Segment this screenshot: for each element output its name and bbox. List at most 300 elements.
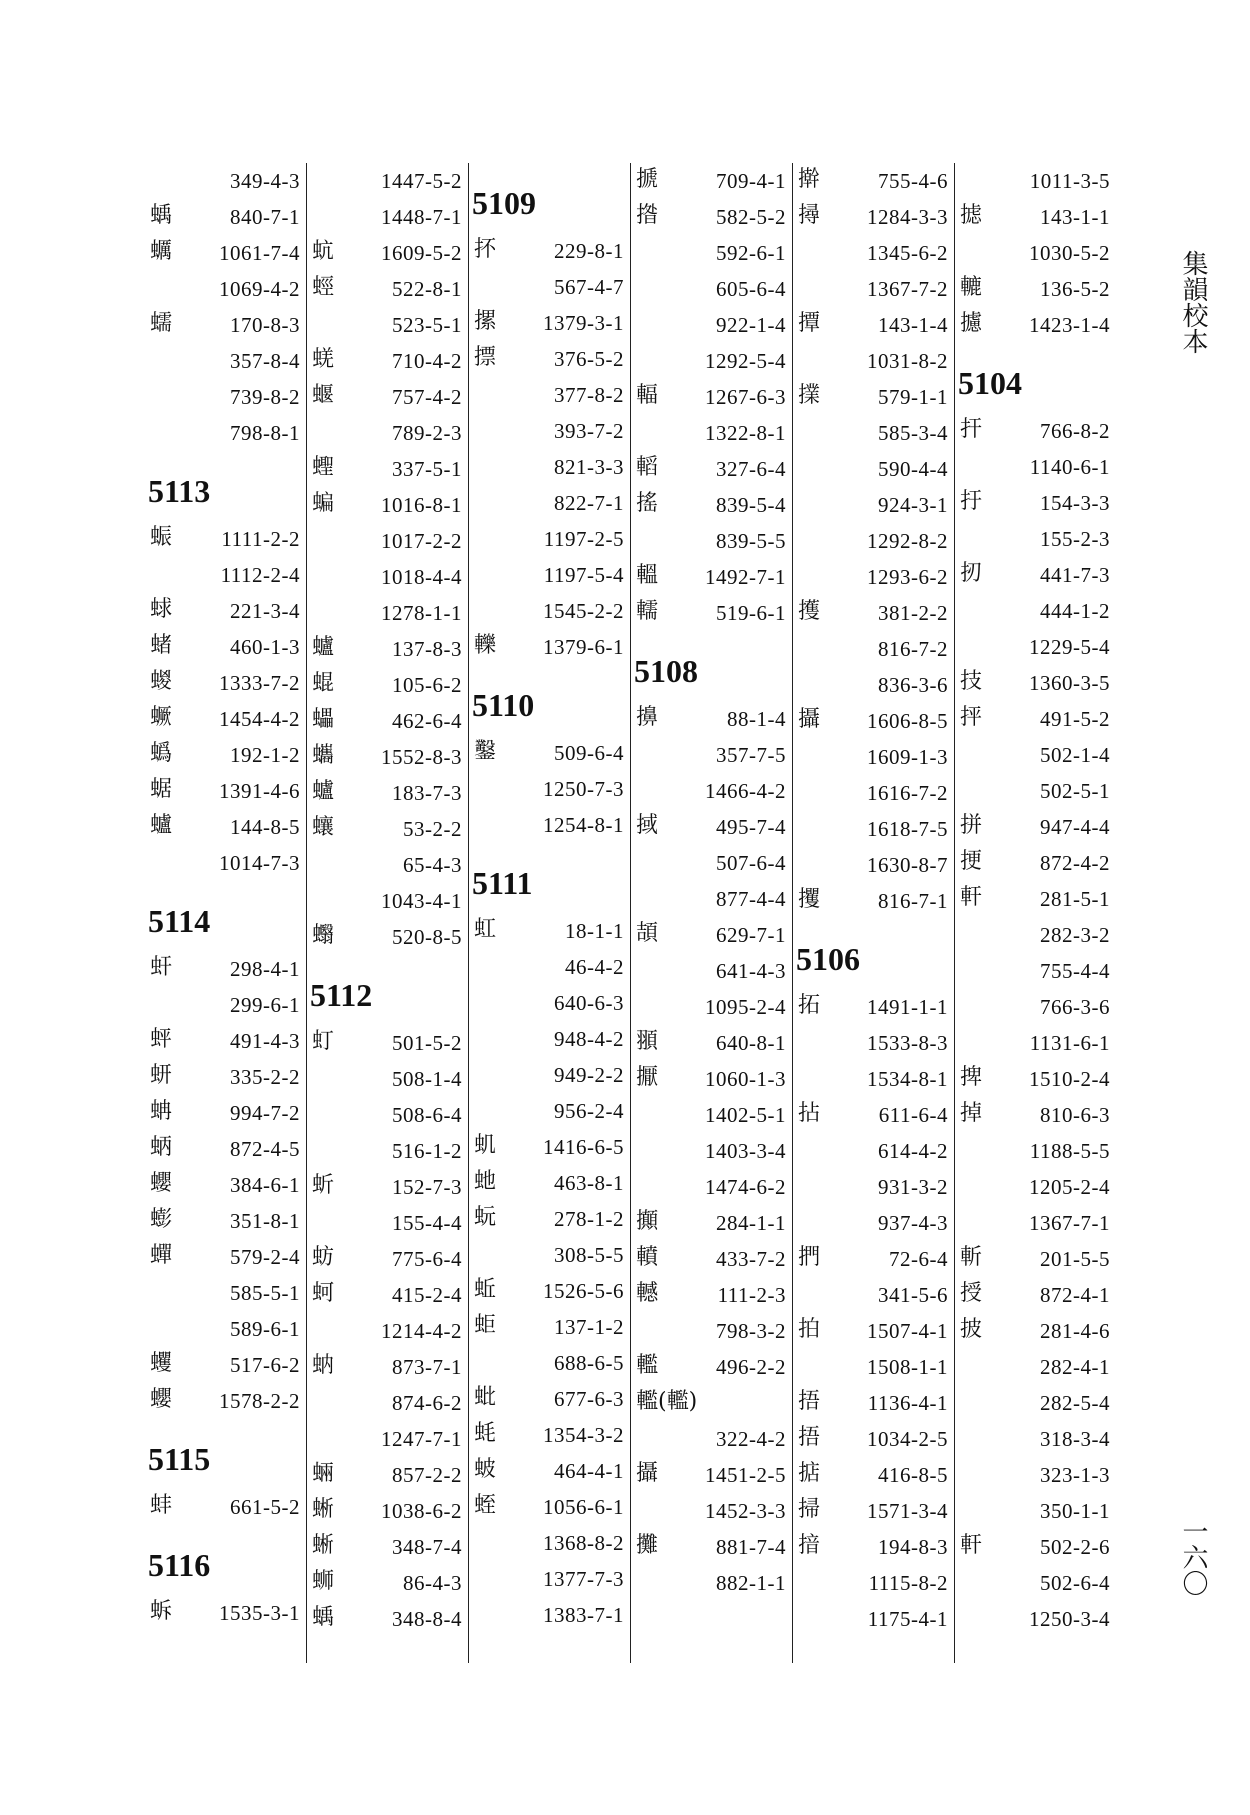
headword: 蚾 (474, 1457, 497, 1482)
page-reference: 357-8-4 (230, 349, 300, 373)
headword: 蝘 (312, 383, 335, 408)
headword: 技 (960, 669, 983, 694)
headword: 蝺 (150, 203, 173, 228)
index-column-5 (794, 163, 955, 1663)
page-reference: 299-6-1 (230, 993, 300, 1017)
page-reference: 517-6-2 (230, 1353, 300, 1377)
page-reference: 111-2-3 (717, 1283, 786, 1307)
page-reference: 522-8-1 (392, 277, 462, 301)
headword: 蟡 (150, 741, 173, 766)
index-entry (632, 1313, 792, 1349)
page-reference: 640-8-1 (716, 1031, 786, 1055)
headword: 拈 (798, 1101, 821, 1126)
index-entry (632, 415, 792, 451)
index-entry (956, 199, 1116, 235)
index-column-1 (146, 163, 307, 1663)
index-entry (308, 1493, 468, 1529)
headword: 蝺 (312, 1605, 335, 1630)
headword: 蜛 (150, 777, 173, 802)
page-reference: 766-3-6 (1040, 995, 1110, 1019)
index-entry (308, 379, 468, 415)
page-reference: 757-4-2 (392, 385, 462, 409)
index-entry (146, 809, 306, 845)
index-entry (146, 701, 306, 737)
page-reference: 1533-8-3 (867, 1031, 948, 1055)
index-entry (632, 881, 792, 917)
page-reference: 1056-6-1 (543, 1495, 624, 1519)
index-entry (632, 917, 792, 953)
page-reference: 1322-8-1 (705, 421, 786, 445)
page-reference: 183-7-3 (392, 781, 462, 805)
index-entry (470, 269, 630, 305)
headword: 頨 (636, 1029, 659, 1054)
index-entry (632, 989, 792, 1025)
page-reference: 281-4-6 (1040, 1319, 1110, 1343)
section-heading (632, 631, 792, 701)
page-reference: 821-3-3 (554, 455, 624, 479)
index-entry (794, 1097, 954, 1133)
page-reference: 1018-4-4 (381, 565, 462, 589)
page-reference: 1448-7-1 (381, 205, 462, 229)
index-entry (956, 737, 1116, 773)
index-entry (794, 1529, 954, 1565)
index-entry (146, 1347, 306, 1383)
page-reference: 335-2-2 (230, 1065, 300, 1089)
page-reference: 641-4-3 (716, 959, 786, 983)
index-entry (470, 377, 630, 413)
page-reference: 519-6-1 (716, 601, 786, 625)
index-entry (956, 953, 1116, 989)
index-entry (632, 1565, 792, 1601)
page-reference: 881-7-4 (716, 1535, 786, 1559)
page-reference: 284-1-1 (716, 1211, 786, 1235)
headword: 挭 (960, 849, 983, 874)
index-entry (308, 343, 468, 379)
page-reference: 282-3-2 (1040, 923, 1110, 947)
index-entry (956, 485, 1116, 521)
page-reference: 1452-3-3 (705, 1499, 786, 1523)
index-entry (632, 163, 792, 199)
page-reference: 948-4-2 (554, 1027, 624, 1051)
page-reference: 1016-8-1 (381, 493, 462, 517)
page-reference: 1451-2-5 (705, 1463, 786, 1487)
index-entry (794, 271, 954, 307)
headword: 蚲 (150, 1027, 173, 1052)
page-reference: 1284-3-3 (867, 205, 948, 229)
section-heading (146, 881, 306, 951)
index-entry (308, 883, 468, 919)
index-entry (956, 701, 1116, 737)
headword: 拼 (960, 813, 983, 838)
headword: 掃 (798, 1497, 821, 1522)
index-entry (956, 1529, 1116, 1565)
page-reference: 441-7-3 (1040, 563, 1110, 587)
index-entry (146, 1239, 306, 1275)
headword: 軒 (960, 1533, 983, 1558)
page-reference: 872-4-2 (1040, 851, 1110, 875)
index-entry (632, 1061, 792, 1097)
headword: 轞(轞) (636, 1389, 698, 1414)
page-reference: 341-5-6 (878, 1283, 948, 1307)
page-reference: 1111-2-2 (221, 527, 300, 551)
index-entry (308, 1277, 468, 1313)
page-reference: 755-4-6 (878, 169, 948, 193)
index-entry (146, 235, 306, 271)
page-reference: 495-7-4 (716, 815, 786, 839)
index-entry (956, 845, 1116, 881)
page-reference: 1578-2-2 (219, 1389, 300, 1413)
headword: 蚯 (474, 1277, 497, 1302)
page-reference: 1205-2-4 (1029, 1175, 1110, 1199)
index-entry (632, 1277, 792, 1313)
page-reference: 1017-2-2 (381, 529, 462, 553)
headword: 揞 (798, 1533, 821, 1558)
index-entry (956, 1565, 1116, 1601)
page-reference: 755-4-4 (1040, 959, 1110, 983)
headword: 虵 (474, 1169, 497, 1194)
index-entry (632, 379, 792, 415)
index-column-4 (632, 163, 793, 1663)
index-entry (470, 485, 630, 521)
headword: 蚄 (312, 1245, 335, 1270)
index-entry (146, 773, 306, 809)
page-reference: 18-1-1 (565, 919, 624, 943)
page-reference: 582-5-2 (716, 205, 786, 229)
section-heading (470, 163, 630, 233)
headword: 抨 (960, 705, 983, 730)
index-entry (470, 1165, 630, 1201)
page-reference: 1526-5-6 (543, 1279, 624, 1303)
page-reference: 629-7-1 (716, 923, 786, 947)
headword: 摞 (474, 309, 497, 334)
headword: 擤 (636, 705, 659, 730)
index-entry (794, 487, 954, 523)
index-entry (632, 271, 792, 307)
headword: 輻 (636, 383, 659, 408)
headword: 蚺 (150, 1099, 173, 1124)
page-reference: 836-3-6 (878, 673, 948, 697)
headword: 轆 (960, 275, 983, 300)
page-reference: 775-6-4 (392, 1247, 462, 1271)
page-reference: 282-5-4 (1040, 1391, 1110, 1415)
headword: 蝬 (150, 669, 173, 694)
page-reference: 1292-5-4 (705, 349, 786, 373)
index-entry (308, 415, 468, 451)
headword: 攄 (960, 311, 983, 336)
page-reference: 994-7-2 (230, 1101, 300, 1125)
index-entry (146, 1167, 306, 1203)
index-entry (470, 985, 630, 1021)
index-entry (794, 1169, 954, 1205)
headword: 蠦 (312, 779, 335, 804)
index-entry (308, 1457, 468, 1493)
headword: 虰 (312, 1029, 335, 1054)
index-entry (308, 523, 468, 559)
page-reference: 857-2-2 (392, 1463, 462, 1487)
headword: 蠝 (312, 707, 335, 732)
index-entry (308, 703, 468, 739)
index-entry (308, 1313, 468, 1349)
index-entry (470, 1201, 630, 1237)
index-entry (956, 1385, 1116, 1421)
index-entry (794, 1241, 954, 1277)
index-entry (956, 1421, 1116, 1457)
index-entry (632, 1457, 792, 1493)
index-entry (794, 523, 954, 559)
page-reference: 1379-3-1 (543, 311, 624, 335)
headword: 頡 (636, 921, 659, 946)
index-entry (794, 307, 954, 343)
index-entry (470, 1453, 630, 1489)
index-entry (146, 1595, 306, 1631)
page-reference: 922-1-4 (716, 313, 786, 337)
index-entry (632, 1421, 792, 1457)
index-entry (308, 667, 468, 703)
page-reference: 1616-7-2 (867, 781, 948, 805)
headword: 蚚 (312, 1173, 335, 1198)
index-entry (470, 593, 630, 629)
headword: 捂 (798, 1425, 821, 1450)
headword: 蠮 (312, 923, 335, 948)
page-reference: 416-8-5 (878, 1463, 948, 1487)
page-reference: 949-2-2 (554, 1063, 624, 1087)
page-reference: 567-4-7 (554, 275, 624, 299)
index-entry (470, 557, 630, 593)
index-entry (794, 1565, 954, 1601)
headword: 蚝 (474, 1421, 497, 1446)
section-code: 5108 (634, 653, 698, 689)
index-entry (308, 163, 468, 199)
page-reference: 585-3-4 (878, 421, 948, 445)
page-reference: 1571-3-4 (867, 1499, 948, 1523)
page-reference: 1508-1-1 (867, 1355, 948, 1379)
section-code: 5111 (472, 865, 533, 901)
page-reference: 766-8-2 (1040, 419, 1110, 443)
headword: 抔 (474, 237, 497, 262)
page-reference: 1197-5-4 (543, 563, 624, 587)
page-reference: 1095-2-4 (705, 995, 786, 1019)
page-reference: 1112-2-4 (220, 563, 300, 587)
index-entry (308, 1133, 468, 1169)
index-entry (632, 1529, 792, 1565)
page-reference: 1354-3-2 (543, 1423, 624, 1447)
index-entry (794, 1133, 954, 1169)
headword: 攧 (636, 1209, 659, 1234)
headword: 扜 (960, 489, 983, 514)
page-reference: 1188-5-5 (1029, 1139, 1110, 1163)
page-reference: 1552-8-3 (381, 745, 462, 769)
headword: 蠣 (150, 239, 173, 264)
page-reference: 585-5-1 (230, 1281, 300, 1305)
page-reference: 516-1-2 (392, 1139, 462, 1163)
index-entry (146, 737, 306, 773)
index-entry (146, 1275, 306, 1311)
page-reference: 384-6-1 (230, 1173, 300, 1197)
page-reference: 810-6-3 (1040, 1103, 1110, 1127)
index-entry (146, 845, 306, 881)
index-entry (146, 987, 306, 1023)
page-number: 一六〇 (1178, 1518, 1208, 1596)
headword: 蜄 (150, 525, 173, 550)
index-entry (794, 415, 954, 451)
index-entry (632, 1025, 792, 1061)
page-reference: 839-5-5 (716, 529, 786, 553)
index-entry (146, 163, 306, 199)
page-reference: 502-5-1 (1040, 779, 1110, 803)
page-reference: 155-4-4 (392, 1211, 462, 1235)
section-code: 5104 (958, 365, 1022, 401)
index-entry (146, 1383, 306, 1419)
index-entry (308, 1565, 468, 1601)
index-entry (308, 1169, 468, 1205)
page-reference: 614-4-2 (878, 1139, 948, 1163)
section-code: 5109 (472, 185, 536, 221)
page-reference: 72-6-4 (889, 1247, 948, 1271)
page-reference: 1136-4-1 (867, 1391, 948, 1415)
page-reference: 1368-8-2 (543, 1531, 624, 1555)
index-entry (794, 667, 954, 703)
page-reference: 709-4-1 (716, 169, 786, 193)
index-entry (794, 739, 954, 775)
index-entry (470, 1273, 630, 1309)
index-entry (794, 883, 954, 919)
index-entry (632, 523, 792, 559)
page-reference: 281-5-1 (1040, 887, 1110, 911)
page-reference: 1423-1-4 (1029, 313, 1110, 337)
index-entry (308, 199, 468, 235)
index-entry (470, 1597, 630, 1633)
index-entry (956, 1025, 1116, 1061)
page-reference: 327-6-4 (716, 457, 786, 481)
index-entry (632, 809, 792, 845)
page-reference: 579-1-1 (878, 385, 948, 409)
index-entry (632, 845, 792, 881)
index-entry (956, 1061, 1116, 1097)
page-reference: 611-6-4 (878, 1103, 948, 1127)
index-entry (146, 951, 306, 987)
index-entry (632, 1097, 792, 1133)
page-reference: 337-5-1 (392, 457, 462, 481)
headword: 捫 (798, 1245, 821, 1270)
index-entry (794, 1493, 954, 1529)
index-entry (794, 595, 954, 631)
index-entry (956, 1601, 1116, 1637)
headword: 撏 (798, 203, 821, 228)
headword: 蠳 (150, 1171, 173, 1196)
page-reference: 1069-4-2 (219, 277, 300, 301)
page-reference: 170-8-3 (230, 313, 300, 337)
page-reference: 143-1-4 (878, 313, 948, 337)
page-reference: 323-1-3 (1040, 1463, 1110, 1487)
headword: 掂 (798, 1461, 821, 1486)
headword: 蜫 (312, 671, 335, 696)
index-entry (470, 305, 630, 341)
page-reference: 1534-8-1 (867, 1067, 948, 1091)
page-reference: 1391-4-6 (219, 779, 300, 803)
page-reference: 501-5-2 (392, 1031, 462, 1055)
index-entry (470, 771, 630, 807)
headword: 蛵 (312, 275, 335, 300)
headword: 蚸 (150, 1599, 173, 1624)
index-entry (794, 1421, 954, 1457)
headword: 蛷 (150, 597, 173, 622)
page-reference: 1402-5-1 (705, 1103, 786, 1127)
index-entry (308, 1205, 468, 1241)
index-entry (146, 1023, 306, 1059)
index-entry (308, 1025, 468, 1061)
index-entry (308, 1349, 468, 1385)
section-heading (146, 1525, 306, 1595)
page-reference: 882-1-1 (716, 1571, 786, 1595)
index-entry (632, 487, 792, 523)
index-entry (146, 1059, 306, 1095)
page-reference: 1333-7-2 (219, 671, 300, 695)
page-reference: 688-6-5 (554, 1351, 624, 1375)
page-reference: 1131-6-1 (1029, 1031, 1110, 1055)
page-reference: 816-7-2 (878, 637, 948, 661)
index-entry (794, 1385, 954, 1421)
section-heading (146, 451, 306, 521)
page-reference: 1447-5-2 (381, 169, 462, 193)
index-entry (470, 1417, 630, 1453)
page-reference: 1491-1-1 (867, 995, 948, 1019)
section-heading (308, 955, 468, 1025)
headword: 拓 (798, 993, 821, 1018)
index-entry (794, 451, 954, 487)
index-entry (956, 307, 1116, 343)
headword: 蠦 (150, 813, 173, 838)
page-reference: 507-6-4 (716, 851, 786, 875)
index-entry (308, 451, 468, 487)
page-reference: 677-6-3 (554, 1387, 624, 1411)
index-entry (470, 949, 630, 985)
index-entry (470, 1489, 630, 1525)
page-reference: 393-7-2 (554, 419, 624, 443)
page-reference: 1031-8-2 (867, 349, 948, 373)
index-entry (794, 1025, 954, 1061)
index-entry (308, 559, 468, 595)
page-reference: 1250-7-3 (543, 777, 624, 801)
headword: 扨 (960, 561, 983, 586)
index-entry (632, 1241, 792, 1277)
index-entry (956, 917, 1116, 953)
index-entry (956, 629, 1116, 665)
index-entry (956, 271, 1116, 307)
page-reference: 661-5-2 (230, 1495, 300, 1519)
index-entry (956, 1277, 1116, 1313)
index-entry (308, 739, 468, 775)
page-reference: 1030-5-2 (1029, 241, 1110, 265)
index-entry (956, 989, 1116, 1025)
index-entry (470, 413, 630, 449)
page-reference: 1618-7-5 (867, 817, 948, 841)
index-entry (308, 1529, 468, 1565)
page-reference: 496-2-2 (716, 1355, 786, 1379)
headword: 蝙 (312, 491, 335, 516)
headword: 蜥 (312, 1533, 335, 1558)
index-entry (956, 1097, 1116, 1133)
headword: 掝 (636, 813, 659, 838)
page-reference: 1609-1-3 (867, 745, 948, 769)
page-reference: 874-6-2 (392, 1391, 462, 1415)
page-reference: 1379-6-1 (543, 635, 624, 659)
index-entry (794, 235, 954, 271)
headword: 搖 (636, 491, 659, 516)
page-reference: 357-7-5 (716, 743, 786, 767)
index-entry (308, 487, 468, 523)
headword: 蟬 (150, 1243, 173, 1268)
index-entry (470, 1057, 630, 1093)
